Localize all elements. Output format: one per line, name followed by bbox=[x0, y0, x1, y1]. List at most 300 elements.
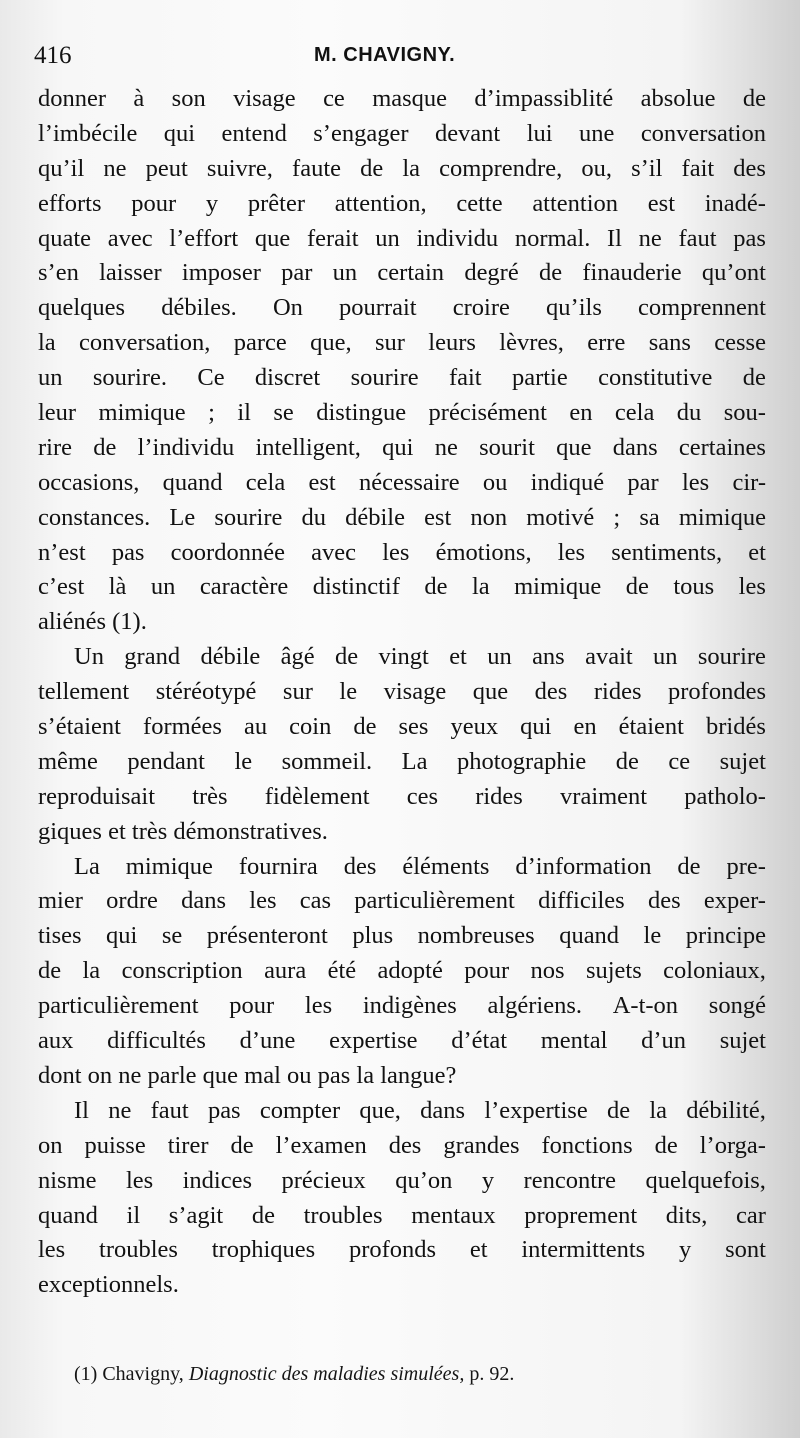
word: patholo- bbox=[684, 782, 766, 810]
word: grand bbox=[124, 643, 181, 671]
word: quand bbox=[38, 1201, 98, 1229]
word: Ce bbox=[197, 364, 225, 392]
word: l’orga- bbox=[699, 1131, 766, 1159]
word: masque bbox=[372, 85, 448, 112]
word: y bbox=[205, 189, 219, 217]
word: qui bbox=[520, 713, 552, 741]
word: un bbox=[653, 643, 678, 671]
text-line bbox=[38, 780, 766, 815]
word: s’en bbox=[38, 259, 79, 287]
text-line bbox=[38, 466, 766, 501]
word: fait bbox=[448, 364, 482, 392]
word: pre- bbox=[726, 852, 766, 880]
word: expertise bbox=[329, 1027, 418, 1055]
word: suivre, bbox=[206, 154, 273, 182]
word: est bbox=[308, 468, 336, 496]
word: stéréotypé bbox=[155, 678, 257, 706]
word: faut bbox=[678, 224, 717, 252]
word: A-t-on bbox=[612, 992, 679, 1020]
word: il bbox=[126, 1201, 141, 1229]
word: le bbox=[234, 747, 253, 775]
word: nécessaire bbox=[358, 468, 460, 496]
word: ce bbox=[668, 747, 691, 775]
word: une bbox=[579, 119, 615, 147]
text-line bbox=[38, 1199, 766, 1234]
word: comprennent bbox=[638, 294, 766, 322]
word: fonctions bbox=[541, 1131, 633, 1159]
word: sur bbox=[374, 329, 405, 357]
word: des bbox=[343, 852, 377, 880]
word: ces bbox=[406, 782, 439, 810]
word: finauderie bbox=[582, 259, 682, 287]
word: comprendre, bbox=[439, 154, 563, 182]
word: âgé bbox=[280, 643, 315, 671]
footnote-page-ref: p. 92. bbox=[469, 1363, 515, 1385]
word: un bbox=[150, 573, 176, 601]
word: sourire bbox=[214, 503, 283, 531]
word: normal. bbox=[514, 224, 591, 252]
word: s’engager bbox=[313, 119, 409, 147]
word: c’est bbox=[38, 573, 85, 601]
word: est bbox=[647, 189, 675, 217]
word: lèvres, bbox=[499, 329, 564, 357]
word: avec bbox=[107, 224, 153, 252]
word: même bbox=[38, 747, 98, 775]
word: ne bbox=[103, 154, 127, 182]
running-head: M. CHAVIGNY. bbox=[314, 44, 456, 66]
word: s’étaient bbox=[38, 713, 121, 741]
word: donner bbox=[38, 85, 107, 112]
word: de bbox=[538, 259, 563, 287]
word: éléments bbox=[402, 852, 490, 880]
word: rencontre bbox=[523, 1166, 617, 1194]
word: mental bbox=[540, 1027, 608, 1055]
word: débiles. bbox=[161, 294, 237, 322]
word: peut bbox=[145, 154, 188, 182]
word: sourire bbox=[350, 364, 419, 392]
word: Le bbox=[169, 503, 196, 531]
word: degré bbox=[464, 259, 519, 287]
text-line bbox=[38, 536, 766, 571]
word: compter bbox=[259, 1096, 341, 1124]
word: leurs bbox=[428, 329, 476, 357]
word: reproduisait bbox=[38, 782, 156, 810]
body-text bbox=[38, 82, 766, 1303]
word: du bbox=[676, 399, 702, 427]
word: car bbox=[735, 1201, 766, 1229]
word: coloniaux, bbox=[663, 957, 766, 985]
word: des bbox=[388, 1131, 422, 1159]
word: algériens. bbox=[487, 992, 583, 1020]
word: de bbox=[230, 1131, 254, 1159]
word: et bbox=[748, 538, 766, 566]
word: mimique bbox=[125, 852, 213, 880]
word: mier bbox=[38, 887, 83, 915]
text-line bbox=[38, 745, 766, 780]
word: sentiments, bbox=[611, 538, 723, 566]
page-header bbox=[34, 40, 760, 76]
word: des bbox=[534, 678, 568, 706]
word: certaines bbox=[678, 433, 766, 461]
word: est bbox=[424, 503, 452, 531]
word: La bbox=[401, 747, 428, 775]
word: pourrait bbox=[339, 294, 417, 322]
word: parce bbox=[233, 329, 287, 357]
word: qu’on bbox=[395, 1166, 453, 1194]
text-line bbox=[38, 570, 766, 605]
word: sourit bbox=[479, 433, 535, 461]
word: d’état bbox=[451, 1027, 508, 1055]
word: cette bbox=[456, 189, 503, 217]
word: intermittents bbox=[521, 1236, 646, 1264]
word: quand bbox=[162, 468, 223, 496]
word: débile bbox=[345, 503, 405, 531]
word: de bbox=[654, 1131, 678, 1159]
word: avait bbox=[585, 643, 633, 671]
word: dits, bbox=[665, 1201, 708, 1229]
text-line bbox=[38, 1164, 766, 1199]
word: inadé- bbox=[704, 189, 766, 217]
word: les bbox=[125, 1166, 154, 1194]
word: de bbox=[360, 154, 384, 182]
text-line bbox=[38, 222, 766, 257]
word: on bbox=[38, 1131, 63, 1159]
word: ; bbox=[613, 503, 621, 531]
text-line bbox=[38, 152, 766, 187]
text-line bbox=[38, 1094, 766, 1129]
word: cesse bbox=[714, 329, 766, 357]
word: pour bbox=[464, 957, 510, 985]
word: laisser bbox=[99, 259, 162, 287]
word: tises bbox=[38, 922, 82, 950]
footnote-author: Chavigny, bbox=[102, 1363, 184, 1385]
word: ans bbox=[532, 643, 565, 671]
word: que, bbox=[359, 1096, 401, 1124]
word: sur bbox=[282, 678, 313, 706]
footnote bbox=[74, 1363, 724, 1386]
word: l’imbécile bbox=[38, 119, 138, 147]
word: nisme bbox=[38, 1166, 97, 1194]
word: distinctif bbox=[312, 573, 400, 601]
word: de bbox=[615, 747, 639, 775]
word: sou- bbox=[723, 399, 766, 427]
word: cela bbox=[245, 468, 286, 496]
word: de bbox=[742, 364, 766, 392]
word: visage bbox=[233, 85, 296, 112]
text-line bbox=[38, 954, 766, 989]
word: aux bbox=[38, 1027, 74, 1055]
word: là bbox=[108, 573, 127, 601]
word: les bbox=[557, 538, 585, 566]
word: la bbox=[649, 1096, 668, 1124]
word: discret bbox=[254, 364, 321, 392]
word: de bbox=[93, 433, 117, 461]
word: difficiles bbox=[538, 887, 625, 915]
word: faut bbox=[150, 1096, 189, 1124]
text-line bbox=[38, 256, 766, 291]
word: de bbox=[424, 573, 448, 601]
word: sujet bbox=[719, 1027, 766, 1055]
word: tirer bbox=[167, 1131, 209, 1159]
word: partie bbox=[511, 364, 568, 392]
word: l’individu bbox=[137, 433, 235, 461]
text-line: exceptionnels. bbox=[38, 1271, 179, 1299]
word: y bbox=[679, 1236, 692, 1264]
text-line bbox=[38, 396, 766, 431]
word: erre bbox=[587, 329, 626, 357]
word: constances. bbox=[38, 503, 151, 531]
word: caractère bbox=[199, 573, 289, 601]
word: Un bbox=[74, 643, 104, 671]
word: présenteront bbox=[206, 922, 328, 950]
word: rides bbox=[593, 678, 642, 706]
word: indigènes bbox=[362, 992, 457, 1020]
word: l’examen bbox=[275, 1131, 367, 1159]
text-line bbox=[38, 1024, 766, 1059]
word: troubles bbox=[99, 1236, 178, 1264]
word: attention bbox=[532, 189, 619, 217]
word: photographie bbox=[456, 747, 587, 775]
word: aura bbox=[264, 957, 307, 985]
word: formées bbox=[143, 713, 222, 741]
word: La bbox=[74, 852, 100, 880]
word: imposer bbox=[181, 259, 261, 287]
word: sujets bbox=[585, 957, 642, 985]
word: pas bbox=[733, 224, 766, 252]
text-line bbox=[38, 850, 766, 885]
word: particulièrement bbox=[38, 992, 199, 1020]
word: conversation, bbox=[79, 329, 211, 357]
word: grandes bbox=[443, 1131, 520, 1159]
word: d’une bbox=[239, 1027, 296, 1055]
word: au bbox=[243, 713, 268, 741]
word: qu’ont bbox=[701, 259, 766, 287]
word: mimique bbox=[514, 573, 602, 601]
word: trophiques bbox=[211, 1236, 316, 1264]
word: s’agit bbox=[168, 1201, 224, 1229]
word: les bbox=[249, 887, 277, 915]
text-line bbox=[38, 501, 766, 536]
word: Il bbox=[74, 1096, 89, 1124]
word: constitutive bbox=[598, 364, 713, 392]
word: attention, bbox=[334, 189, 427, 217]
word: fait bbox=[681, 154, 715, 182]
word: un bbox=[375, 224, 400, 252]
word: ne bbox=[638, 224, 662, 252]
word: quelquefois, bbox=[645, 1166, 766, 1194]
text-line bbox=[38, 187, 766, 222]
word: ferait bbox=[306, 224, 359, 252]
word: de bbox=[38, 957, 62, 985]
word: que, bbox=[310, 329, 352, 357]
word: coin bbox=[289, 713, 332, 741]
word: puisse bbox=[84, 1131, 146, 1159]
text-line bbox=[38, 1129, 766, 1164]
word: un bbox=[38, 364, 63, 392]
word: coordonnée bbox=[170, 538, 285, 566]
word: faute bbox=[292, 154, 341, 182]
word: exper- bbox=[703, 887, 766, 915]
word: profonds bbox=[348, 1236, 437, 1264]
word: pour bbox=[131, 189, 177, 217]
word: de bbox=[677, 852, 701, 880]
word: fournira bbox=[238, 852, 318, 880]
word: de bbox=[251, 1201, 275, 1229]
word: s’il bbox=[631, 154, 663, 182]
text-line bbox=[38, 884, 766, 919]
word: émotions, bbox=[435, 538, 532, 566]
word: devant bbox=[434, 119, 501, 147]
word: de bbox=[606, 1096, 631, 1124]
word: été bbox=[327, 957, 357, 985]
word: en bbox=[569, 399, 593, 427]
word: songé bbox=[708, 992, 766, 1020]
word: de bbox=[625, 573, 649, 601]
text-line bbox=[38, 1233, 766, 1268]
word: ou, bbox=[581, 154, 612, 182]
word: y bbox=[481, 1166, 495, 1194]
word: il bbox=[237, 399, 251, 427]
word: de bbox=[353, 713, 377, 741]
word: pendant bbox=[127, 747, 205, 775]
word: et bbox=[449, 643, 467, 671]
word: quate bbox=[38, 224, 92, 252]
word: l’effort bbox=[169, 224, 239, 252]
word: sa bbox=[639, 503, 660, 531]
text-line bbox=[38, 117, 766, 152]
text-line bbox=[38, 640, 766, 675]
word: très bbox=[192, 782, 228, 810]
text-line bbox=[38, 675, 766, 710]
word: tous bbox=[673, 573, 715, 601]
word: les bbox=[304, 992, 333, 1020]
footnote-title: Diagnostic des maladies simulées, bbox=[188, 1363, 465, 1385]
word: conscription bbox=[121, 957, 243, 985]
word: tellement bbox=[38, 678, 130, 706]
word: bridés bbox=[705, 713, 766, 741]
word: non bbox=[470, 503, 508, 531]
footnote-marker: (1) bbox=[74, 1363, 98, 1385]
word: le bbox=[643, 922, 662, 950]
word: conversation bbox=[640, 119, 766, 147]
word: un bbox=[332, 259, 358, 287]
word: particulièrement bbox=[354, 887, 515, 915]
word: vraiment bbox=[560, 782, 648, 810]
word: un bbox=[487, 643, 512, 671]
word: ordre bbox=[106, 887, 158, 915]
word: le bbox=[339, 678, 358, 706]
text-line bbox=[38, 431, 766, 466]
word: nombreuses bbox=[417, 922, 535, 950]
word: proprement bbox=[524, 1201, 638, 1229]
word: quand bbox=[559, 922, 620, 950]
word: sont bbox=[725, 1236, 766, 1264]
word: qu’ils bbox=[546, 294, 602, 322]
text-line: dont on ne parle que mal ou pas la langue? bbox=[38, 1061, 457, 1089]
word: qui bbox=[382, 433, 414, 461]
word: les bbox=[738, 573, 766, 601]
word: troubles bbox=[303, 1201, 383, 1229]
word: en bbox=[573, 713, 597, 741]
word: principe bbox=[685, 922, 766, 950]
word: ses bbox=[398, 713, 429, 741]
word: profondes bbox=[668, 678, 766, 706]
word: vingt bbox=[378, 643, 429, 671]
word: fidèlement bbox=[264, 782, 370, 810]
word: entend bbox=[221, 119, 287, 147]
text-line bbox=[38, 710, 766, 745]
word: de bbox=[335, 643, 359, 671]
word: dans bbox=[420, 1096, 466, 1124]
word: indiqué bbox=[530, 468, 605, 496]
word: des bbox=[647, 887, 681, 915]
word: croire bbox=[452, 294, 510, 322]
word: difficultés bbox=[107, 1027, 206, 1055]
word: sujet bbox=[719, 747, 766, 775]
word: et bbox=[469, 1236, 488, 1264]
word: dans bbox=[181, 887, 227, 915]
word: cela bbox=[614, 399, 655, 427]
word: de bbox=[742, 85, 766, 112]
word: n’est bbox=[38, 538, 86, 566]
word: qui bbox=[163, 119, 196, 147]
word: sans bbox=[648, 329, 691, 357]
text-line bbox=[38, 291, 766, 326]
word: la bbox=[402, 154, 421, 182]
word: ou bbox=[482, 468, 508, 496]
word: sommeil. bbox=[281, 747, 373, 775]
word: avec bbox=[311, 538, 357, 566]
word: prêter bbox=[247, 189, 305, 217]
word: lui bbox=[526, 119, 553, 147]
word: leur bbox=[38, 399, 77, 427]
word: ne bbox=[108, 1096, 132, 1124]
word: qui bbox=[106, 922, 138, 950]
word: visage bbox=[383, 678, 447, 706]
word: intelligent, bbox=[255, 433, 361, 461]
word: que bbox=[254, 224, 291, 252]
word: les bbox=[382, 538, 410, 566]
word: la bbox=[82, 957, 101, 985]
word: motivé bbox=[526, 503, 595, 531]
word: des bbox=[733, 154, 766, 182]
word: yeux bbox=[450, 713, 499, 741]
word: d’un bbox=[641, 1027, 686, 1055]
word: pas bbox=[111, 538, 145, 566]
word: pour bbox=[229, 992, 275, 1020]
word: occasions, bbox=[38, 468, 140, 496]
word: par bbox=[627, 468, 659, 496]
word: individu bbox=[416, 224, 499, 252]
word: que bbox=[556, 433, 592, 461]
word: rides bbox=[475, 782, 523, 810]
word: précieux bbox=[281, 1166, 366, 1194]
text-line bbox=[38, 989, 766, 1024]
word: ne bbox=[434, 433, 458, 461]
word: étaient bbox=[618, 713, 684, 741]
word: dans bbox=[612, 433, 658, 461]
word: d’information bbox=[515, 852, 652, 880]
text-line bbox=[38, 326, 766, 361]
word: débile bbox=[200, 643, 261, 671]
text-line bbox=[38, 82, 766, 117]
text-line: giques et très démonstratives. bbox=[38, 817, 328, 845]
word: efforts bbox=[38, 189, 102, 217]
word: adopté bbox=[377, 957, 443, 985]
word: la bbox=[38, 329, 56, 357]
word: Il bbox=[607, 224, 622, 252]
word: l’expertise bbox=[484, 1096, 588, 1124]
